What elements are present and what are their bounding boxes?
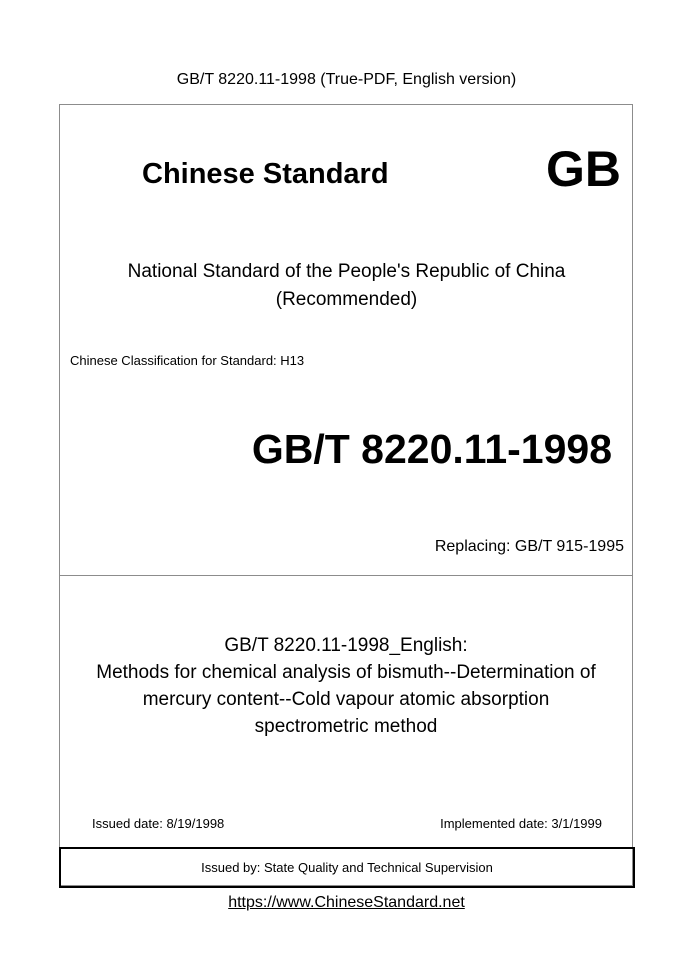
english-title-line: Methods for chemical analysis of bismuth--Determination of <box>96 662 596 683</box>
issuer-text: Issued by: State Quality and Technical Supervision <box>201 860 493 875</box>
section-divider <box>60 575 632 576</box>
english-title-line: spectrometric method <box>254 716 438 737</box>
document-header: GB/T 8220.11-1998 (True-PDF, English version) <box>176 71 517 88</box>
issuer-box <box>59 847 635 888</box>
replacing-line: Replacing: GB/T 915-1995 <box>434 538 624 555</box>
english-title-line: mercury content--Cold vapour atomic absorption <box>142 689 550 710</box>
standard-title: Chinese Standard <box>142 158 389 190</box>
gb-mark: GB <box>546 141 621 197</box>
footer-link-container <box>0 893 693 913</box>
implemented-date: Implemented date: 3/1/1999 <box>440 816 602 831</box>
website-link[interactable]: https://www.ChineseStandard.net <box>228 894 465 911</box>
english-title-line: GB/T 8220.11-1998_English: <box>224 635 468 656</box>
standard-number: GB/T 8220.11-1998 <box>251 426 612 472</box>
national-standard-line: National Standard of the People's Republic of China <box>127 261 566 282</box>
cover-frame <box>59 104 633 886</box>
classification-line: Chinese Classification for Standard: H13 <box>70 353 305 368</box>
english-title <box>60 632 632 740</box>
recommended-line: (Recommended) <box>275 289 418 310</box>
issued-date: Issued date: 8/19/1998 <box>92 816 225 831</box>
